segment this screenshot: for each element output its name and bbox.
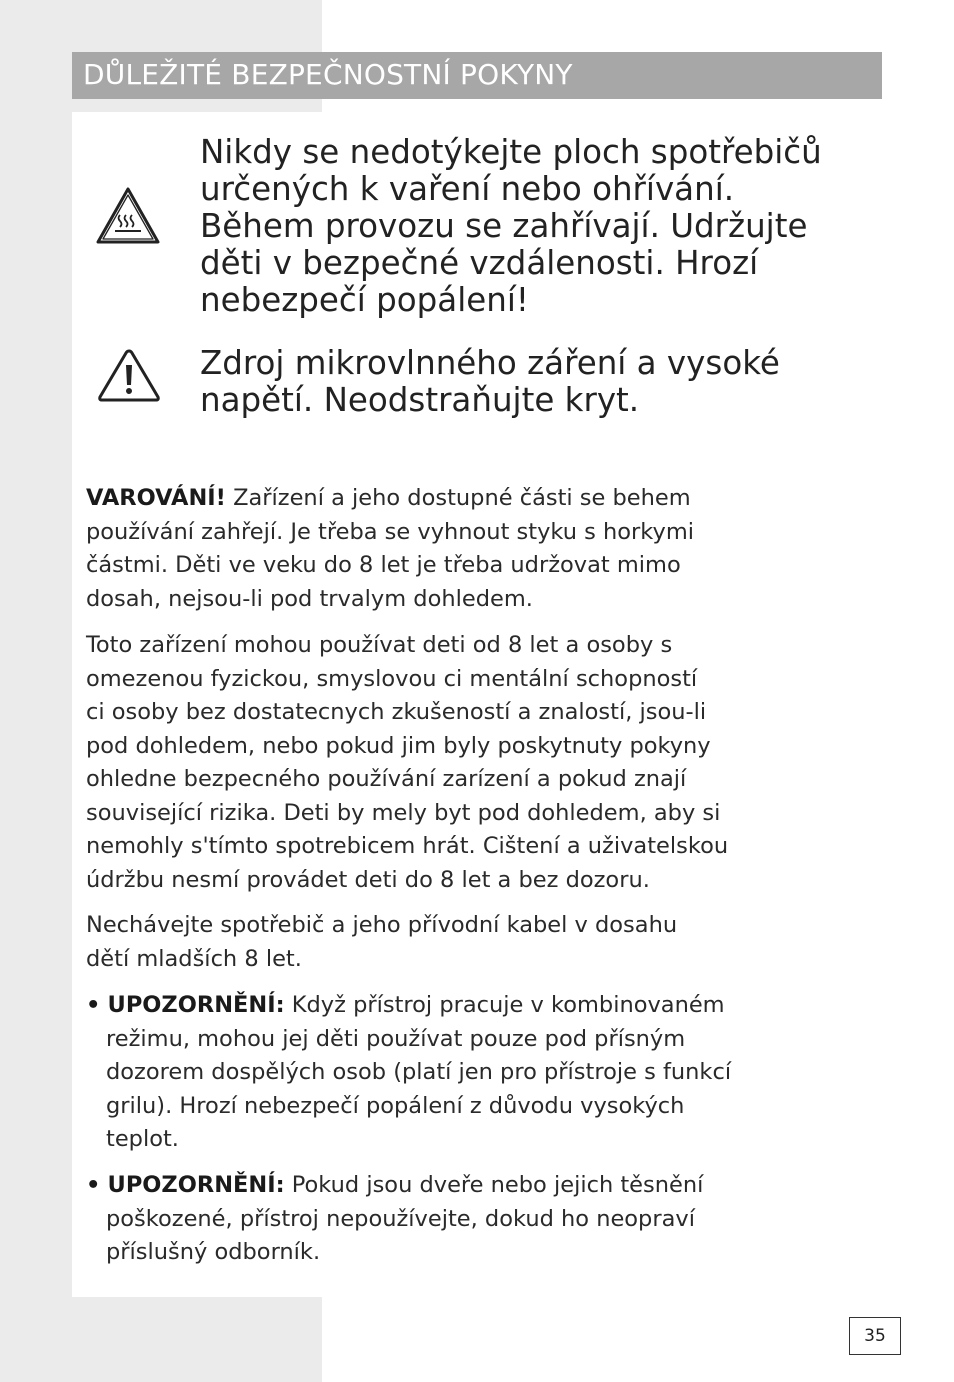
caution-bullet-combined-mode	[86, 989, 876, 1157]
page-number: 35	[849, 1317, 901, 1355]
text-line: omezenou fyzickou, smyslovou ci mentální schopností	[86, 665, 698, 692]
text-line: Zařízení a jeho dostupné části se behem	[225, 485, 691, 511]
microwave-warning-text	[200, 345, 890, 419]
section-header	[72, 52, 882, 99]
text-line: děti v bezpečné vzdálenosti. Hrozí	[200, 244, 759, 282]
caution-bullet-door-damage	[86, 1169, 876, 1270]
caution-label: UPOZORNĚNÍ:	[107, 992, 285, 1018]
text-line: Nechávejte spotřebič a jeho přívodní kabel v dosahu	[86, 912, 678, 938]
text-line: pod dohledem, nebo pokud jim byly poskytnuty pokyny	[86, 732, 711, 759]
text-line: dětí mladších 8 let.	[86, 945, 302, 972]
text-line: dosah, nejsou-li pod trvalym dohledem.	[86, 585, 533, 612]
text-line: nebezpečí popálení!	[200, 281, 529, 319]
text-line: napětí. Neodstraňujte kryt.	[200, 381, 640, 419]
bullet-mark: •	[86, 992, 101, 1018]
text-line: Toto zařízení mohou používat deti od 8 let a osoby s	[86, 632, 673, 658]
text-line: ohledne bezpecného používání zarízení a pokud znají	[86, 766, 687, 792]
warning-label: VAROVÁNÍ!	[86, 485, 226, 511]
text-line: Když přístroj pracuje v kombinovaném	[284, 992, 725, 1018]
text-line: související rizika. Deti by mely byt pod dohledem, aby si	[86, 799, 721, 826]
text-line: Pokud jsou dveře nebo jejich těsnění	[284, 1172, 704, 1198]
text-line: poškozené, přístroj nepoužívejte, dokud ho neopraví	[106, 1205, 695, 1232]
bullet-mark: •	[86, 1172, 101, 1198]
text-line: nemohly s'tímto spotrebicem hrát. Cištení a uživatelskou	[86, 833, 729, 859]
text-line: používání zahřejí. Je třeba se vyhnout styku s horkymi	[86, 518, 695, 545]
cable-paragraph	[86, 909, 876, 976]
supervision-paragraph	[86, 629, 876, 897]
text-line: dozorem dospělých osob (platí jen pro přístroje s funkcí	[106, 1059, 732, 1085]
hot-surface-text	[200, 134, 890, 319]
warning-paragraph	[86, 482, 876, 616]
text-line: určených k vaření nebo ohřívání.	[200, 170, 735, 208]
text-line: teplot.	[106, 1126, 179, 1152]
text-line: Zdroj mikrovlnného záření a vysoké	[200, 344, 780, 382]
exclamation-warning-icon	[97, 347, 161, 403]
text-line: údržbu nesmí provádet deti do 8 let a bez dozoru.	[86, 866, 650, 893]
text-line: příslušný odborník.	[106, 1239, 321, 1265]
text-line: Během provozu se zahřívají. Udržujte	[200, 207, 808, 245]
text-line: režimu, mohou jej děti používat pouze pod přísným	[106, 1025, 686, 1052]
text-line: ci osoby bez dostatecnych zkušeností a znalostí, jsou-li	[86, 699, 707, 725]
text-line: grilu). Hrozí nebezpečí popálení z důvodu vysokých	[106, 1092, 685, 1119]
text-line: Nikdy se nedotýkejte ploch spotřebičů	[200, 133, 822, 171]
section-title: DŮLEŽITÉ BEZPEČNOSTNÍ POKYNY	[83, 58, 573, 91]
text-line: částmi. Děti ve veku do 8 let je třeba udržovat mimo	[86, 552, 681, 578]
hot-surface-warning-icon	[95, 186, 161, 246]
caution-label: UPOZORNĚNÍ:	[107, 1172, 285, 1198]
